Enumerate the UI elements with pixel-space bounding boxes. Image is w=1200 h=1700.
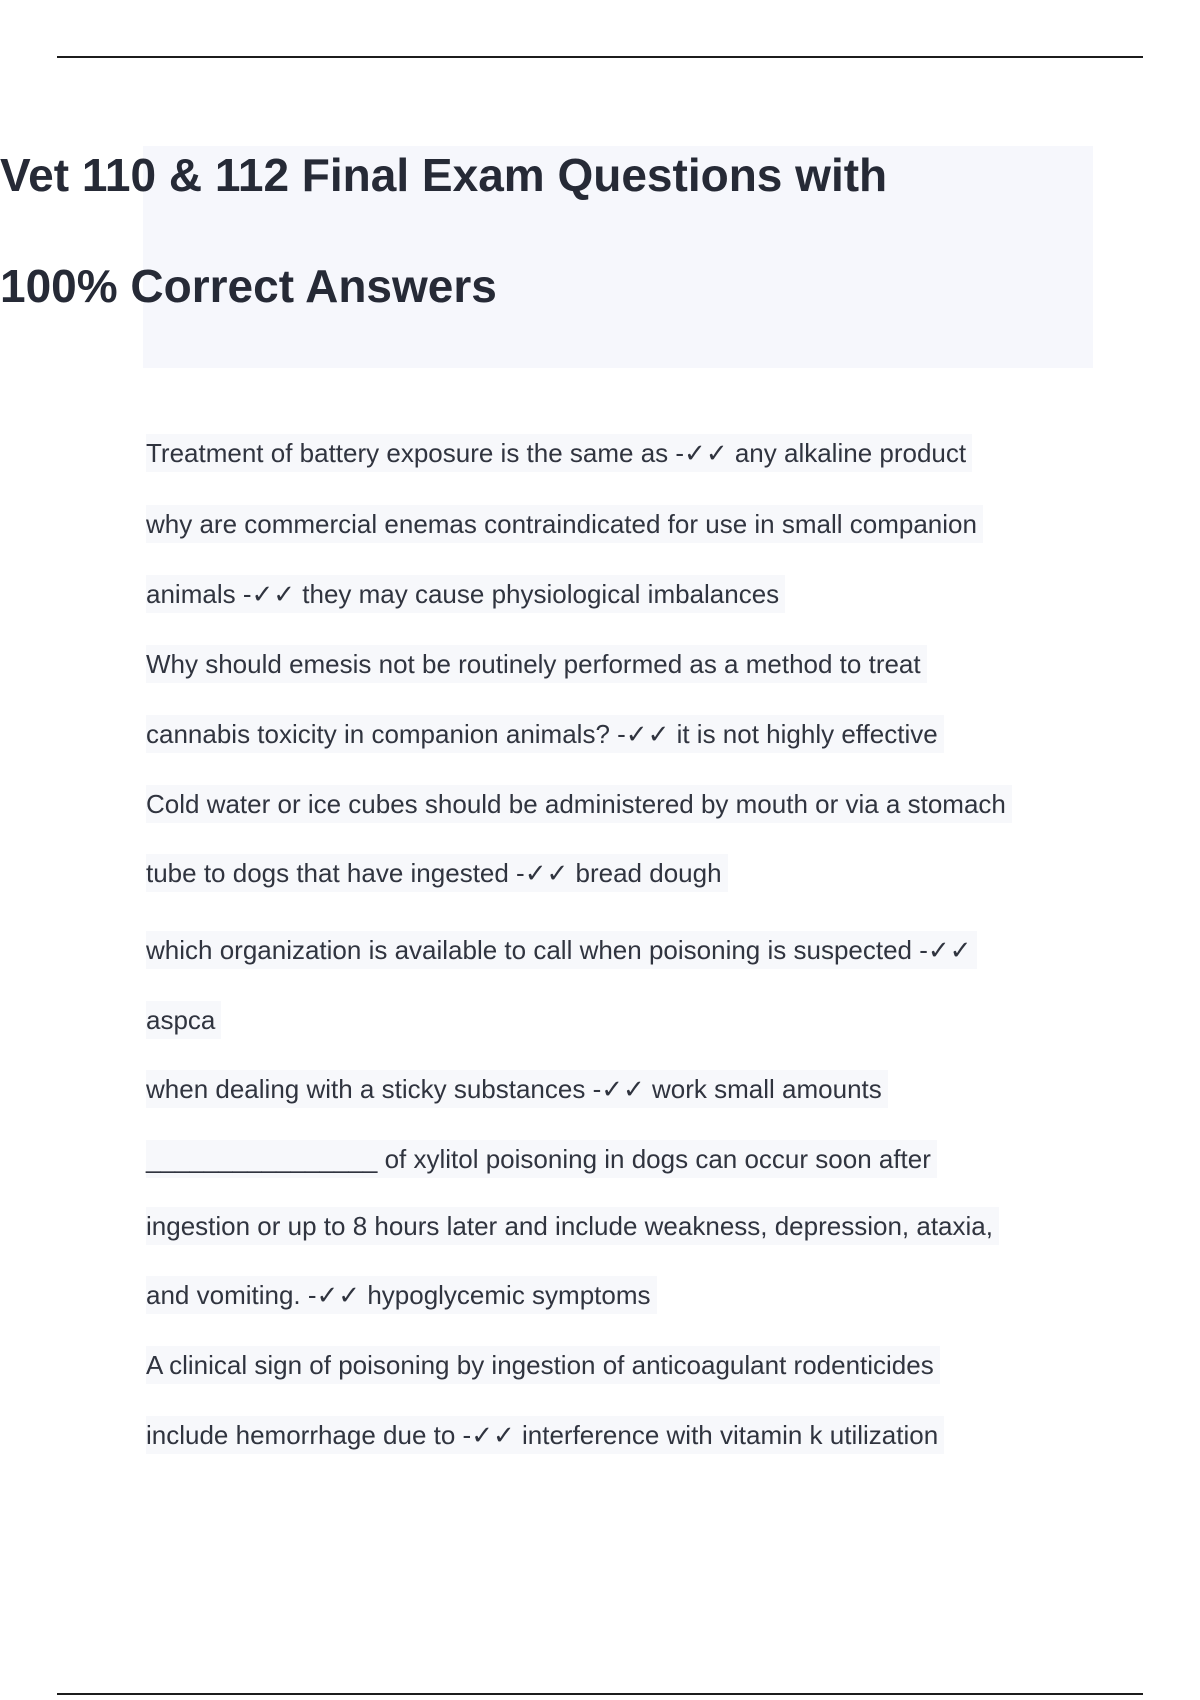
qa-line: A clinical sign of poisoning by ingestion of anticoagulant rodenticides	[146, 1346, 940, 1384]
qa-line: aspca	[146, 1001, 221, 1039]
bottom-rule	[57, 1693, 1143, 1695]
top-rule	[57, 56, 1143, 58]
qa-line: tube to dogs that have ingested -✓✓ bread dough	[146, 854, 728, 892]
qa-line: why are commercial enemas contraindicated for use in small companion	[146, 505, 983, 543]
qa-line: include hemorrhage due to -✓✓ interference with vitamin k utilization	[146, 1416, 944, 1454]
qa-line: Why should emesis not be routinely performed as a method to treat	[146, 645, 927, 683]
qa-line: and vomiting. -✓✓ hypoglycemic symptoms	[146, 1276, 657, 1314]
qa-line: Cold water or ice cubes should be administered by mouth or via a stomach	[146, 785, 1012, 823]
document-title-line-2: 100% Correct Answers	[0, 260, 497, 312]
qa-line: cannabis toxicity in companion animals? -✓✓ it is not highly effective	[146, 715, 944, 753]
qa-line: ingestion or up to 8 hours later and include weakness, depression, ataxia,	[146, 1207, 999, 1245]
qa-line: when dealing with a sticky substances -✓✓ work small amounts	[146, 1070, 888, 1108]
qa-line: ________________ of xylitol poisoning in dogs can occur soon after	[146, 1140, 937, 1178]
document-title-line-1: Vet 110 & 112 Final Exam Questions with	[0, 149, 888, 201]
qa-line: Treatment of battery exposure is the same as -✓✓ any alkaline product	[146, 434, 972, 472]
qa-line: which organization is available to call when poisoning is suspected -✓✓	[146, 931, 977, 969]
qa-line: animals -✓✓ they may cause physiological imbalances	[146, 575, 785, 613]
